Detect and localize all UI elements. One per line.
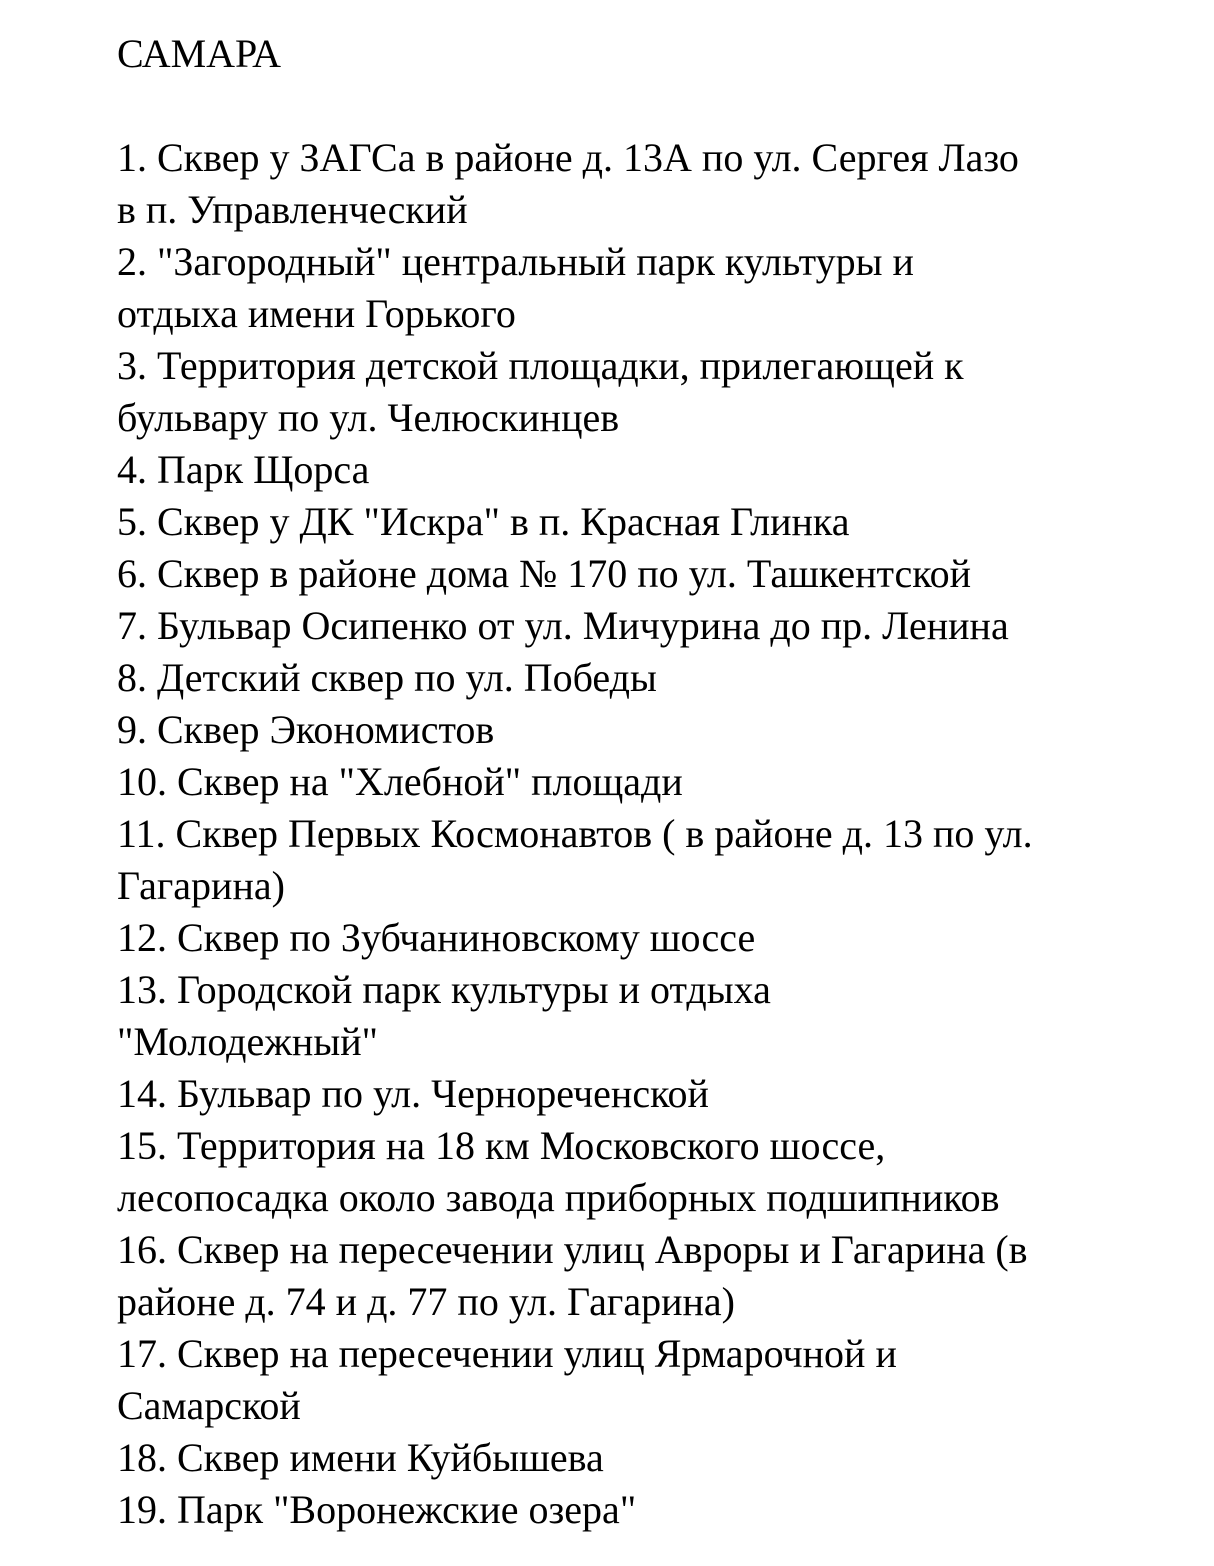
list-item-line: 14. Бульвар по ул. Чернореченской xyxy=(117,1071,709,1116)
list-item-line: отдыха имени Горького xyxy=(117,291,516,336)
list-item xyxy=(117,600,1187,652)
document-page xyxy=(117,28,1187,1536)
list-item xyxy=(117,756,1187,808)
list-item-line: 10. Сквер на "Хлебной" площади xyxy=(117,759,683,804)
list-item-line: бульвару по ул. Челюскинцев xyxy=(117,395,620,440)
list-item-line: 8. Детский сквер по ул. Победы xyxy=(117,655,657,700)
list-item xyxy=(117,132,1187,236)
list-item xyxy=(117,1484,1187,1536)
list-item xyxy=(117,1224,1187,1328)
list-item-line: 19. Парк "Воронежские озера" xyxy=(117,1487,637,1532)
list-item xyxy=(117,808,1187,912)
list-item-line: 15. Территория на 18 км Московского шоссе, xyxy=(117,1123,886,1168)
list-item-line: Гагарина) xyxy=(117,863,285,908)
list-item xyxy=(117,1120,1187,1224)
list-item xyxy=(117,548,1187,600)
list-item-line: районе д. 74 и д. 77 по ул. Гагарина) xyxy=(117,1279,735,1324)
list-item-line: "Молодежный" xyxy=(117,1019,378,1064)
list-item-line: 3. Территория детской площадки, прилегающей к xyxy=(117,343,964,388)
list-item xyxy=(117,1432,1187,1484)
list-item-line: 6. Сквер в районе дома № 170 по ул. Ташкентской xyxy=(117,551,972,596)
list-item xyxy=(117,704,1187,756)
list-item-line: 16. Сквер на пересечении улиц Авроры и Гагарина (в xyxy=(117,1227,1028,1272)
list-item xyxy=(117,1328,1187,1432)
list-item xyxy=(117,340,1187,444)
list-item xyxy=(117,912,1187,964)
list-item-line: 4. Парк Щорса xyxy=(117,447,370,492)
list-item-line: 5. Сквер у ДК "Искра" в п. Красная Глинка xyxy=(117,499,850,544)
parks-list xyxy=(117,132,1187,1536)
list-item xyxy=(117,964,1187,1068)
list-item-line: 18. Сквер имени Куйбышева xyxy=(117,1435,604,1480)
list-item-line: Самарской xyxy=(117,1383,301,1428)
list-item-line: лесопосадка около завода приборных подшипников xyxy=(117,1175,1000,1220)
list-item xyxy=(117,652,1187,704)
list-item-line: 12. Сквер по Зубчаниновскому шоссе xyxy=(117,915,756,960)
list-item-line: 11. Сквер Первых Космонавтов ( в районе д. 13 по ул. xyxy=(117,811,1033,856)
list-item-line: 1. Сквер у ЗАГСа в районе д. 13А по ул. Сергея Лазо xyxy=(117,135,1019,180)
document-title: САМАРА xyxy=(117,31,282,76)
list-item-line: 13. Городской парк культуры и отдыха xyxy=(117,967,771,1012)
list-item-line: 17. Сквер на пересечении улиц Ярмарочной и xyxy=(117,1331,897,1376)
list-item-line: в п. Управленческий xyxy=(117,187,468,232)
list-item xyxy=(117,1068,1187,1120)
blank-line xyxy=(117,80,1187,132)
list-item xyxy=(117,236,1187,340)
list-item-line: 9. Сквер Экономистов xyxy=(117,707,495,752)
list-item-line: 2. "Загородный" центральный парк культуры и xyxy=(117,239,914,284)
list-item-line: 7. Бульвар Осипенко от ул. Мичурина до пр. Ленина xyxy=(117,603,1009,648)
list-item xyxy=(117,444,1187,496)
list-item xyxy=(117,496,1187,548)
